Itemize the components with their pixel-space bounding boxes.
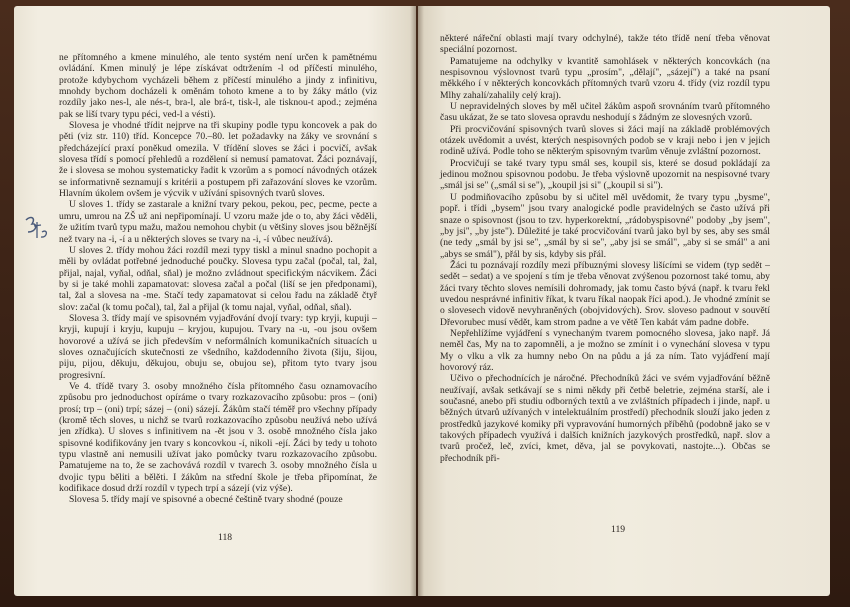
page-number: 118 — [218, 532, 233, 543]
paragraph: Pamatujeme na odchylky v kvantitě samohlásek v některých koncovkách (na nespisovnou výslovnost tvarů typu „prosím", „dělají", „sázejí") a také na psaní měkkého í v některých koncovkách přítomných tvarů vzoru 4. třídy (viz rozdíl typu Mlhy zahalí/zahalily celý kraj). — [440, 55, 770, 101]
paragraph: Procvičují se také tvary typu smál ses, koupil sis, které se dosud pokládají za jedinou možnou spisovnou podobu. Je třeba výslovně upozornit na nespisovné tvary „smál jsi se" („smál si se"), „koupil jsi si" („koupil si si"). — [440, 157, 770, 192]
paragraph: U sloves 1. třídy se zastarale a knižní tvary pekou, pekou, pec, pecme, pecte a umru, umrou na ZŠ už ani nepřipomínají. U vzoru maže jde o to, aby žáci věděli, že užitím tvarů typu mažu, mažou nemohou chybit (u většiny sloves jsou běžnější než tvary na -i, -í a u některých sloves se tvary na -i, -í vůbec neužívá). — [59, 199, 377, 245]
right-page-body — [440, 33, 770, 464]
paragraph: Slovesa je vhodné třídit nejprve na tři skupiny podle typu koncovek a pak do pěti (viz str. 110) tříd. Koncepce 70.–80. let požadavky na žáky ve srovnání s předcházející praxí poněkud omezila. V třídění sloves se žáci i pocvičí, avšak slovesa třídí s pomocí přehledů a rozdělení si nemusí pamatovat. Žáci poznávají, že i slovesa se mohou systematicky řadit k vzorům a s pomocí návodných otázek se informativně seznamují s kritérii a postupem při zařazování sloves ke vzorům. Hlavním úkolem ovšem je výcvik v užívání spisovných tvarů sloves. — [59, 120, 377, 200]
paragraph: Slovesa 5. třídy mají ve spisovné a obecné češtině tvary shodné (pouze — [69, 494, 343, 506]
book-spine — [410, 6, 424, 596]
paragraph: Slovesa 3. třídy mají ve spisovném vyjadřování dvojí tvary: typ kryji, kupuji – kryji, kupují i kryju, kupuju – kryjou, kupujou. Tvary na -u, -ou jsou ovšem hovorové a užívá se jich především v neformálních komunikačních situacích u sloves označujících skutečnosti ze všedního, každodenního života (šiju, šijou, piju, pijou, děkuju, děkujou, obuju se, obujou se), přitom tyto tvary jsou progresivní. — [59, 312, 377, 381]
paragraph: některé nářeční oblasti mají tvary odchylné), takže této třídě není třeba věnovat speciální pozornost. — [440, 33, 770, 56]
right-page — [418, 6, 830, 596]
paragraph: Učivo o přechodnících je náročné. Přechodníků žáci ve svém vyjadřování běžně neužívají, avšak setkávají se s nimi někdy při četbě beletrie, zejména starší, ale i současné, anebo při studiu odborných textů a ve zvláštních případech i jinde, např. u běžných útvarů užívaných v intelektuálním prostředí) přechodník slouží jako jeden z prostředků jazykové komiky při vypravování humorných příběhů (podobně jako se v takových případech využívá i dalších knižních jazykových prostředků, např. slov a tvarů pročež, leč, zvíci, kmet, děva, jal se povykovati, nastojte...). Občas se přechodník při- — [440, 373, 770, 464]
left-page-body — [59, 52, 377, 506]
left-page — [14, 6, 416, 596]
paragraph: ne přítomného a kmene minulého, ale tento systém není určen k pamětnému ovládání. Kmen minulý je lépe získávat odtržením -l od příčestí minulého, protože kdybychom vycházeli během z příčestí minulého a jindy z infinitivu, mnohdy bychom docházeli k oměnám tohoto kmene a to by žáky mátlo (viz rozdíly jako nes-l, ale nés-t, bra-l, ale brá-t, tisk-l, ale tisknou-t apod.; zejména pak se liší tvary typu péci, ved-l a vésti). — [59, 52, 377, 120]
paragraph: U sloves 2. třídy mohou žáci rozdíl mezi typy tiskl a minul snadno pochopit a měli by ovládat potřebné jednoduché poučky. Slovesa typu začal (počal, tal, žal, přijal, najal, vyňal, odňal, sňal) je možno zvládnout specifickým nácvikem. Žáci by si je také mohli zapamatovat: slovesa začal a počal (liší se jen předponami), tal, žal a slovesa na -me. Stačí tedy zapamatovat si celou řadu na základě čtyř slov: začal (k tomu počal), tal, žal a přijal (k tomu najal, vyňal, odňal, sňal). — [59, 244, 377, 313]
paragraph: U podmiňovacího způsobu by si učitel měl uvědomit, že tvary typu „bysme", popř. i třídi „bysem" jsou tvary analogické podle pravidelných se často užívá při snaze o spisovnost (jsou to tzv. hyperkorektní, „rádobyspisovné" podoby „by jsem", „by jsi", „by jste"). Důležité je také procvičování tvarů jako byl by ses, aby ses smál (ne tedy „smál by jsi se", „smál by si se", „aby jsi se smál", „aby si se smál" a ani „abys se smál"), přál by sis, kdyby sis přál. — [440, 191, 770, 260]
paragraph: Ve 4. třídě tvary 3. osoby množného čísla přítomného času oznamovacího způsobu pro jednoduchost opíráme o tvary rozkazovacího způsobu: pros – (oni) prosí; trp – (oni) trpí; sázej – (oni) sázejí. Žákům stačí téměř pro všechny případy (kromě těch sloves, u nichž se tvarů rozkazovacího způsobu neužívá nebo užívá jen zřídka). U sloves s infinitivem na -ět jsou v 3. osobě množného čísla jako spisovné kodifikovány jen tvary s koncovkou -í, nikoli -ejí. Žáci by tedy u tohoto typu vlastně ani nemusili užívat jako pomůcky tvaru rozkazovacího způsobu. Pamatujeme na to, že se zachovává rozdíl v tvarech 3. osoby množného čísla u dvojic typu běliti a bělěti. I žákům na střední škole je třeba připomínat, že kodifikace dosud drží rozdíl v typech trpí a sázejí (viz výše). — [59, 380, 377, 495]
handwritten-margin-note — [22, 212, 52, 246]
paragraph: Nepřehlížíme vyjádření s vynechaným tvarem pomocného slovesa, jako např. Já neměl čas, My na to zapomněli, a je možno se zmínit i o vynechání slovesa v typu My o vlku a vlk za humny nebo On na půdu a já za ním. Tato vyjádření mají hovorový ráz. — [440, 327, 770, 373]
paragraph: Při procvičování spisovných tvarů sloves si žáci mají na základě problémových otázek uvědomit a uvést, kterých nespisovných podob se v kraji nebo i jen v jejich rodině užívá. Podle toho se některým spisovným tvarům věnuje zvláštní pozornost. — [440, 123, 770, 158]
paragraph: Žáci tu poznávají rozdíly mezi příbuznými slovesy lišícími se videm (typ sedět – sedět – sedat) a ve spojení s tím je třeba věnovat zvýšenou pozornost také tomu, aby žáci tvary těchto sloves nemísili dohromady, jak tomu často bývá (např. k tvaru řekl uvedou nesprávné infinitiv říkat, k tvaru říkal naopak říci apod.). Je vhodné zmínit se o slovesech vidově nevyhraněných (obojvidových). Srov. sloveso padnout v souvětí Dřevorubec musí vědět, kam strom padne a ve větě Ten kabát vám padne dobře. — [440, 259, 770, 328]
page-number: 119 — [611, 524, 626, 535]
paragraph: U nepravidelných sloves by měl učitel žákům aspoň srovnáním tvarů přítomného času ukázat, že se tato slovesa opravdu neshodují s žádným ze slovesných vzorů. — [440, 101, 770, 124]
